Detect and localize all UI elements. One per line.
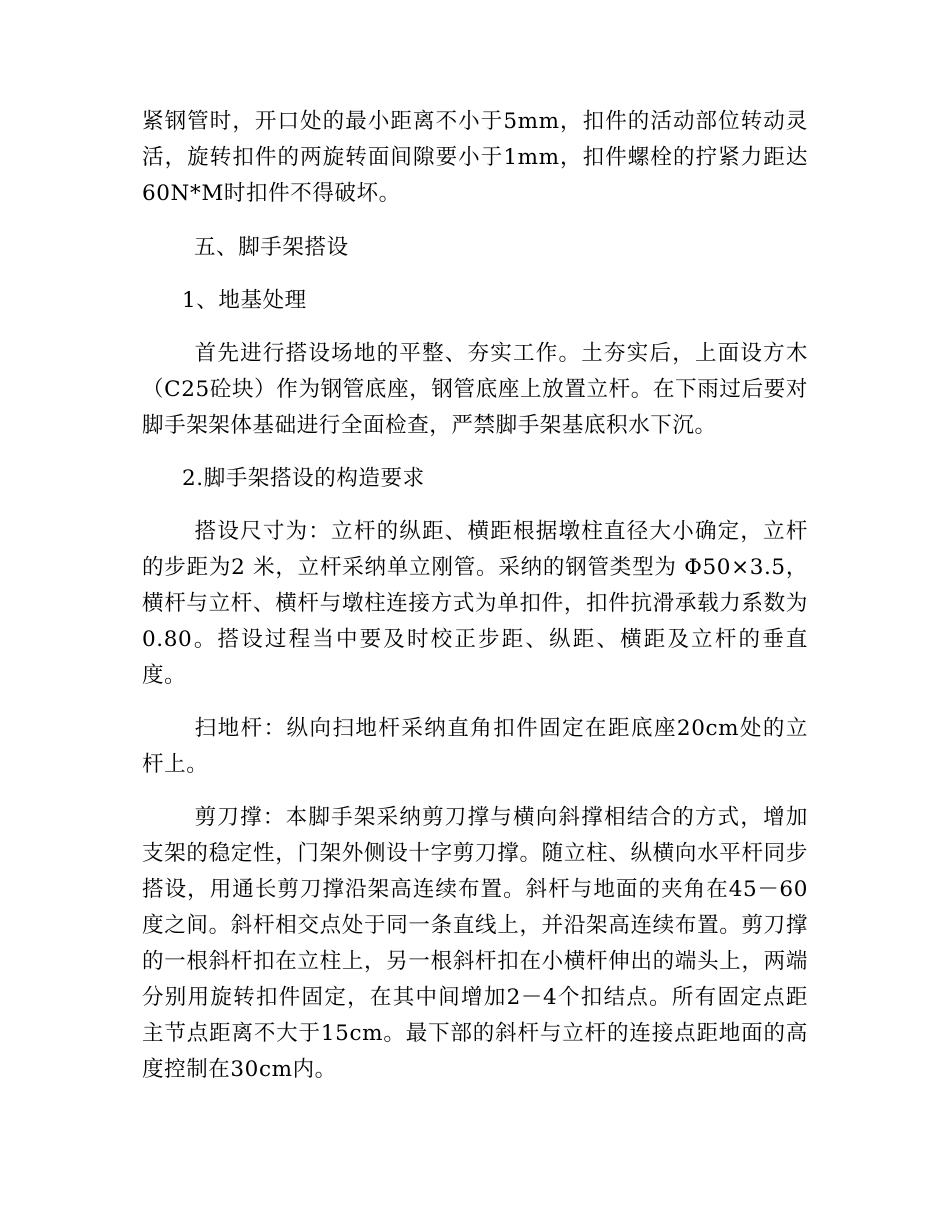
document-page: [142, 104, 808, 1088]
subheading-construction-requirements: 2.脚手架搭设的构造要求: [182, 466, 425, 491]
intro-paragraph: 紧钢管时，开口处的最小距离不小于5mm，扣件的活动部位转动灵活，旋转扣件的两旋转面间隙要小于1mm，扣件螺栓的拧紧力距达60N*M时扣件不得破坏。: [142, 109, 808, 206]
section-heading-scaffold-erection: 五、脚手架搭设: [194, 235, 349, 260]
foundation-paragraph: 首先进行搭设场地的平整、夯实工作。土夯实后，上面设方木（C25砼块）作为钢管底座，钢管底座上放置立杆。在下雨过后要对脚手架架体基础进行全面检查，严禁脚手架基底积水下沉。: [142, 341, 808, 438]
subheading-foundation: 1、地基处理: [182, 288, 307, 313]
bracing-paragraph: 剪刀撑：本脚手架采纳剪刀撑与横向斜撑相结合的方式，增加支架的稳定性，门架外侧设十字剪刀撑。随立柱、纵横向水平杆同步搭设，用通长剪刀撑沿架高连续布置。斜杆与地面的夹角在45－60度之间。斜杆相交点处于同一条直线上，并沿架高连续布置。剪刀撑的一根斜杆扣在立柱上，另一根斜杆扣在小横杆伸出的端头上，两端分别用旋转扣件固定，在其中间增加2－4个扣结点。所有固定点距主节点距离不大于15cm。最下部的斜杆与立杆的连接点距地面的高度控制在30cm内。: [142, 805, 808, 1082]
dimensions-paragraph: 搭设尺寸为：立杆的纵距、横距根据墩柱直径大小确定，立杆的步距为2 米，立杆采纳单立刚管。采纳的钢管类型为 Φ50×3.5，横杆与立杆、横杆与墩柱连接方式为单扣件，扣件抗滑承载力系数为0.80。搭设过程当中要及时校正步距、纵距、横距及立杆的垂直度。: [142, 519, 808, 688]
sweep-rod-paragraph: 扫地杆：纵向扫地杆采纳直角扣件固定在距底座20cm处的立杆上。: [142, 716, 808, 777]
